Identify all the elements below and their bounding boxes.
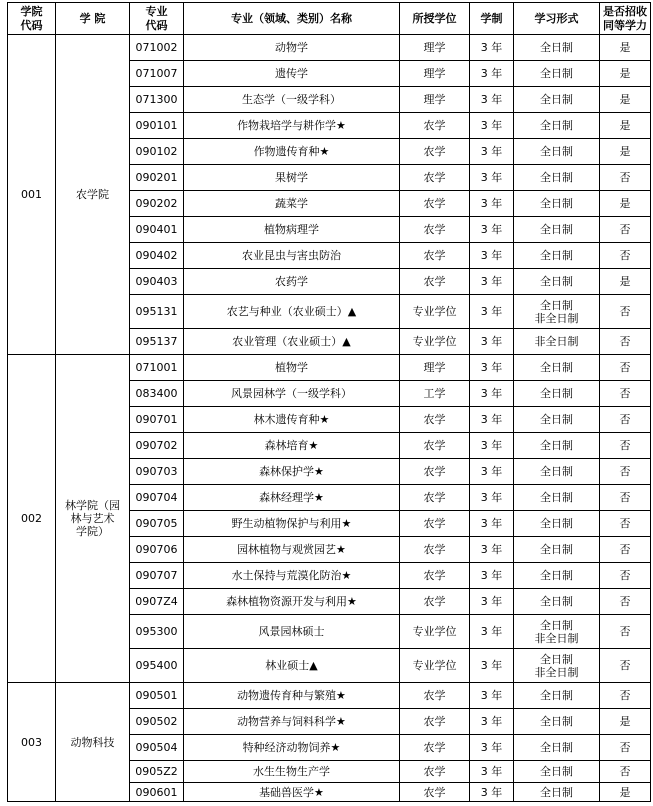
duration-cell: 3 年 [470,511,514,537]
major-name-cell: 蔬菜学 [184,191,400,217]
major-name-cell: 森林保护学★ [184,459,400,485]
degree-cell: 农学 [400,113,470,139]
study-form-cell [514,649,600,683]
equivalent-cell: 是 [600,709,651,735]
degree-cell: 农学 [400,709,470,735]
major-code-cell: 090401 [130,217,184,243]
equivalent-cell: 否 [600,329,651,355]
equivalent-cell: 否 [600,511,651,537]
study-form-line: 全日制 [540,361,573,374]
study-form-cell [514,295,600,329]
major-name-cell: 水生生物生产学 [184,761,400,783]
degree-cell: 农学 [400,407,470,433]
degree-cell: 农学 [400,191,470,217]
school-name-line: 林与艺术 [70,512,115,525]
study-form-cell [514,485,600,511]
school-name-line: 学院） [76,525,109,538]
major-code-cell: 071002 [130,35,184,61]
study-form-line: 全日制 [540,439,573,452]
duration-cell: 3 年 [470,269,514,295]
major-name-cell: 农业昆虫与害虫防治 [184,243,400,269]
study-form-cell [514,407,600,433]
study-form-cell [514,139,600,165]
study-form-line: 全日制 [540,715,573,728]
equivalent-cell: 否 [600,615,651,649]
study-form-line: 全日制 [540,197,573,210]
degree-cell: 农学 [400,735,470,761]
equivalent-cell: 否 [600,165,651,191]
major-code-cell: 090502 [130,709,184,735]
equivalent-cell: 是 [600,113,651,139]
duration-cell: 3 年 [470,709,514,735]
study-form-cell [514,217,600,243]
degree-cell: 农学 [400,485,470,511]
header-equivalent-line1: 是否招收 [603,4,647,18]
duration-cell: 3 年 [470,589,514,615]
major-code-cell: 090201 [130,165,184,191]
study-form-cell [514,563,600,589]
equivalent-cell: 是 [600,87,651,113]
equivalent-cell: 是 [600,191,651,217]
major-code-cell: 090403 [130,269,184,295]
header-school-code [8,3,56,35]
duration-cell: 3 年 [470,783,514,802]
degree-cell: 农学 [400,165,470,191]
study-form-line: 全日制 [540,765,573,778]
study-form-cell [514,537,600,563]
equivalent-cell: 否 [600,485,651,511]
study-form-cell [514,735,600,761]
study-form-line: 全日制 [540,595,573,608]
major-name-cell: 动物遗传育种与繁殖★ [184,683,400,709]
header-school-code-line1: 学院 [20,4,43,18]
degree-cell: 农学 [400,243,470,269]
degree-cell: 工学 [400,381,470,407]
school-name-line: 林学院（园 [65,499,120,512]
degree-cell: 理学 [400,355,470,381]
equivalent-cell: 否 [600,243,651,269]
degree-cell: 专业学位 [400,329,470,355]
study-form-line: 全日制 [540,618,573,632]
study-form-line: 全日制 [540,67,573,80]
duration-cell: 3 年 [470,761,514,783]
duration-cell: 3 年 [470,191,514,217]
duration-cell: 3 年 [470,295,514,329]
major-name-cell: 作物遗传育种★ [184,139,400,165]
study-form-cell [514,761,600,783]
equivalent-cell: 否 [600,683,651,709]
major-code-cell: 090705 [130,511,184,537]
major-code-cell: 0905Z2 [130,761,184,783]
study-form-line: 非全日制 [534,665,579,679]
study-form-line: 全日制 [540,785,573,799]
table-row [8,35,651,61]
major-name-cell: 植物学 [184,355,400,381]
major-name-cell: 森林培育★ [184,433,400,459]
degree-cell: 理学 [400,87,470,113]
majors-table [7,2,651,802]
duration-cell: 3 年 [470,165,514,191]
duration-cell: 3 年 [470,113,514,139]
header-row [8,3,651,35]
degree-cell: 农学 [400,511,470,537]
major-name-cell: 特种经济动物饲养★ [184,735,400,761]
major-name-cell: 园林植物与观赏园艺★ [184,537,400,563]
equivalent-cell: 否 [600,381,651,407]
major-code-cell: 090202 [130,191,184,217]
duration-cell: 3 年 [470,735,514,761]
degree-cell: 农学 [400,217,470,243]
study-form-line: 全日制 [540,413,573,426]
school-name-cell [56,355,130,683]
header-major-code-line2: 代码 [145,18,168,32]
study-form-line: 全日制 [540,93,573,106]
major-name-cell: 林木遗传育种★ [184,407,400,433]
major-name-cell: 农艺与种业（农业硕士）▲ [184,295,400,329]
major-code-cell: 0907Z4 [130,589,184,615]
study-form-line: 全日制 [540,249,573,262]
study-form-cell [514,269,600,295]
major-code-cell: 090101 [130,113,184,139]
equivalent-cell: 是 [600,35,651,61]
study-form-line: 非全日制 [534,311,579,325]
study-form-line: 非全日制 [534,335,579,348]
duration-cell: 3 年 [470,433,514,459]
school-code-cell: 002 [8,355,56,683]
major-name-cell: 植物病理学 [184,217,400,243]
major-code-cell: 090702 [130,433,184,459]
equivalent-cell: 否 [600,735,651,761]
duration-cell: 3 年 [470,537,514,563]
duration-cell: 3 年 [470,61,514,87]
major-code-cell: 071300 [130,87,184,113]
table-row [8,683,651,709]
major-code-cell: 090701 [130,407,184,433]
major-code-cell: 090703 [130,459,184,485]
degree-cell: 理学 [400,35,470,61]
major-name-cell: 森林植物资源开发与利用★ [184,589,400,615]
study-form-line: 全日制 [540,145,573,158]
study-form-line: 全日制 [540,171,573,184]
header-duration: 学制 [470,3,514,35]
study-form-line: 全日制 [540,119,573,132]
duration-cell: 3 年 [470,355,514,381]
degree-cell: 专业学位 [400,615,470,649]
major-code-cell: 090102 [130,139,184,165]
table-body [8,35,651,802]
equivalent-cell: 否 [600,217,651,243]
study-form-cell [514,511,600,537]
major-name-cell: 风景园林硕士 [184,615,400,649]
major-code-cell: 090706 [130,537,184,563]
duration-cell: 3 年 [470,407,514,433]
study-form-cell [514,709,600,735]
major-name-cell: 野生动植物保护与利用★ [184,511,400,537]
school-name-cell [56,683,130,802]
duration-cell: 3 年 [470,87,514,113]
duration-cell: 3 年 [470,485,514,511]
major-name-cell: 果树学 [184,165,400,191]
study-form-cell [514,589,600,615]
study-form-cell [514,87,600,113]
study-form-cell [514,165,600,191]
header-study-form: 学习形式 [514,3,600,35]
study-form-line: 全日制 [540,465,573,478]
study-form-cell [514,783,600,802]
major-code-cell: 090504 [130,735,184,761]
duration-cell: 3 年 [470,139,514,165]
major-code-cell: 090601 [130,783,184,802]
equivalent-cell: 否 [600,537,651,563]
header-major-code [130,3,184,35]
study-form-cell [514,113,600,139]
study-form-cell [514,433,600,459]
study-form-line: 全日制 [540,491,573,504]
equivalent-cell: 是 [600,269,651,295]
major-code-cell: 071007 [130,61,184,87]
equivalent-cell: 否 [600,761,651,783]
major-name-cell: 农业管理（农业硕士）▲ [184,329,400,355]
school-name-cell [56,35,130,355]
major-code-cell: 083400 [130,381,184,407]
study-form-cell [514,683,600,709]
degree-cell: 农学 [400,433,470,459]
major-code-cell: 090402 [130,243,184,269]
major-code-cell: 090707 [130,563,184,589]
study-form-line: 全日制 [540,275,573,288]
equivalent-cell: 否 [600,355,651,381]
major-name-cell: 动物营养与饲料科学★ [184,709,400,735]
degree-cell: 理学 [400,61,470,87]
equivalent-cell: 是 [600,783,651,802]
major-code-cell: 071001 [130,355,184,381]
equivalent-cell: 否 [600,459,651,485]
study-form-line: 全日制 [540,543,573,556]
study-form-line: 全日制 [540,569,573,582]
equivalent-cell: 否 [600,433,651,459]
duration-cell: 3 年 [470,329,514,355]
study-form-line: 全日制 [540,517,573,530]
duration-cell: 3 年 [470,35,514,61]
study-form-cell [514,329,600,355]
study-form-line: 全日制 [540,41,573,54]
major-code-cell: 095300 [130,615,184,649]
study-form-line: 全日制 [540,223,573,236]
degree-cell: 农学 [400,589,470,615]
major-name-cell: 森林经理学★ [184,485,400,511]
duration-cell: 3 年 [470,563,514,589]
equivalent-cell: 否 [600,563,651,589]
study-form-line: 全日制 [540,689,573,702]
degree-cell: 专业学位 [400,649,470,683]
major-code-cell: 095137 [130,329,184,355]
degree-cell: 农学 [400,139,470,165]
header-equivalent [600,3,651,35]
study-form-line: 全日制 [540,741,573,754]
major-code-cell: 090704 [130,485,184,511]
header-equivalent-line2: 同等学力 [603,18,647,32]
degree-cell: 农学 [400,459,470,485]
equivalent-cell: 否 [600,649,651,683]
major-name-cell: 动物学 [184,35,400,61]
duration-cell: 3 年 [470,649,514,683]
equivalent-cell: 否 [600,589,651,615]
header-major-code-line1: 专业 [145,4,168,18]
major-name-cell: 农药学 [184,269,400,295]
degree-cell: 农学 [400,761,470,783]
study-form-cell [514,615,600,649]
study-form-cell [514,355,600,381]
study-form-cell [514,459,600,485]
major-code-cell: 095131 [130,295,184,329]
school-code-cell: 003 [8,683,56,802]
table-row [8,355,651,381]
major-name-cell: 遗传学 [184,61,400,87]
study-form-cell [514,243,600,269]
header-major-name: 专业（领域、类别）名称 [184,3,400,35]
duration-cell: 3 年 [470,459,514,485]
major-name-cell: 生态学（一级学科） [184,87,400,113]
duration-cell: 3 年 [470,217,514,243]
school-code-cell: 001 [8,35,56,355]
equivalent-cell: 否 [600,295,651,329]
major-name-cell: 作物栽培学与耕作学★ [184,113,400,139]
degree-cell: 农学 [400,269,470,295]
major-code-cell: 095400 [130,649,184,683]
degree-cell: 农学 [400,683,470,709]
school-name-line: 农学院 [76,188,109,201]
degree-cell: 专业学位 [400,295,470,329]
study-form-cell [514,191,600,217]
major-name-cell: 水土保持与荒漠化防治★ [184,563,400,589]
equivalent-cell: 是 [600,139,651,165]
equivalent-cell: 否 [600,407,651,433]
degree-cell: 农学 [400,563,470,589]
degree-cell: 农学 [400,783,470,802]
major-code-cell: 090501 [130,683,184,709]
duration-cell: 3 年 [470,381,514,407]
study-form-cell [514,35,600,61]
major-name-cell: 基础兽医学★ [184,783,400,802]
study-form-line: 全日制 [540,298,573,312]
header-school-code-line2: 代码 [20,18,43,32]
degree-cell: 农学 [400,537,470,563]
major-name-cell: 风景园林学（一级学科） [184,381,400,407]
study-form-cell [514,381,600,407]
school-name-line: 动物科技 [70,735,115,749]
equivalent-cell: 是 [600,61,651,87]
study-form-line: 全日制 [540,387,573,400]
study-form-line: 全日制 [540,652,573,666]
duration-cell: 3 年 [470,683,514,709]
duration-cell: 3 年 [470,615,514,649]
duration-cell: 3 年 [470,243,514,269]
study-form-line: 非全日制 [534,631,579,645]
header-school-name: 学 院 [56,3,130,35]
major-name-cell: 林业硕士▲ [184,649,400,683]
header-degree: 所授学位 [400,3,470,35]
study-form-cell [514,61,600,87]
